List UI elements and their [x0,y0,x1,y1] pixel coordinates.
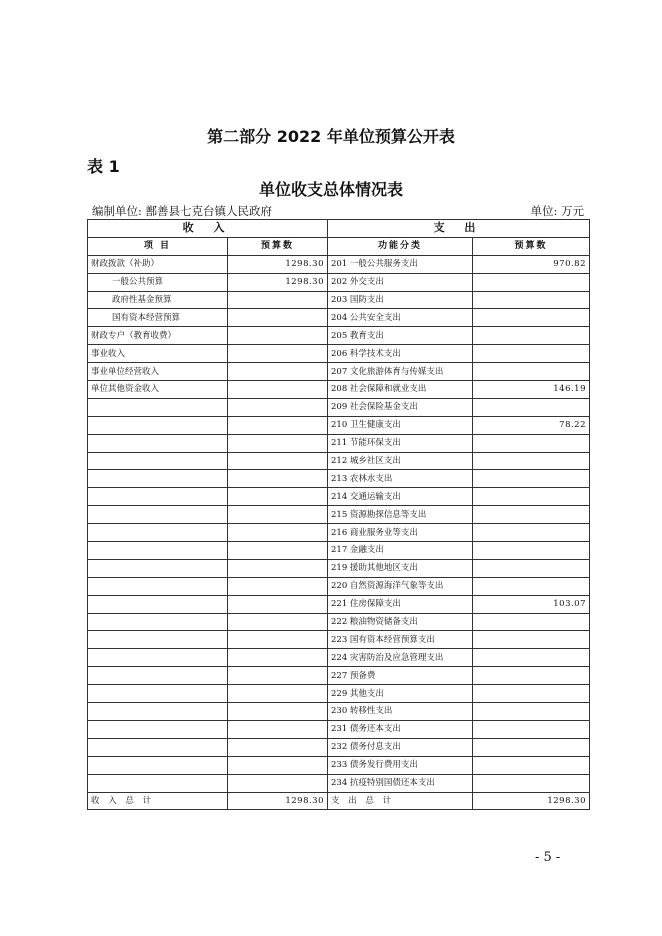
income-item [88,631,228,649]
budget-table [87,219,590,810]
expense-value: 78.22 [473,416,590,434]
expense-value [473,542,590,560]
expense-function: 232 债务付息支出 [328,738,473,756]
table-row [88,309,590,327]
income-item [88,613,228,631]
income-item [88,756,228,774]
income-item [88,720,228,738]
expense-function: 221 住房保障支出 [328,595,473,613]
income-item [88,524,228,542]
income-value [228,774,328,792]
income-item [88,774,228,792]
table-row [88,363,590,381]
income-item [88,649,228,667]
table-title: 单位收支总体情况表 [258,180,403,199]
expense-function: 201 一般公共服务支出 [328,255,473,273]
income-value [228,291,328,309]
column-header-budget-expense: 预算数 [473,237,590,255]
income-value [228,595,328,613]
expense-function: 209 社会保险基金支出 [328,398,473,416]
expense-value [473,613,590,631]
expense-function: 205 教育支出 [328,327,473,345]
table-row [88,470,590,488]
expense-function: 207 文化旅游体育与传媒支出 [328,363,473,381]
table-row [88,738,590,756]
table-row [88,595,590,613]
income-value [228,363,328,381]
table-row [88,416,590,434]
expense-function: 204 公共安全支出 [328,309,473,327]
expense-function: 231 债务还本支出 [328,720,473,738]
income-value [228,488,328,506]
expense-function: 224 灾害防治及应急管理支出 [328,649,473,667]
page-number: - 5 - [535,850,561,865]
table-row [88,273,590,291]
expense-function: 223 国有资本经营预算支出 [328,631,473,649]
income-value [228,327,328,345]
income-value [228,309,328,327]
income-value [228,703,328,721]
income-item: 政府性基金预算 [88,291,228,309]
table-row [88,398,590,416]
expense-value [473,470,590,488]
expense-value [473,738,590,756]
table-row [88,631,590,649]
expense-function: 210 卫生健康支出 [328,416,473,434]
income-item [88,434,228,452]
income-value [228,345,328,363]
income-value [228,756,328,774]
income-item [88,667,228,685]
income-item [88,488,228,506]
column-header-function: 功能分类 [328,237,473,255]
expense-function: 217 金融支出 [328,542,473,560]
expense-value [473,506,590,524]
expense-value [473,363,590,381]
expense-value [473,273,590,291]
table-row [88,720,590,738]
income-value [228,381,328,399]
table-row [88,685,590,703]
income-item [88,577,228,595]
expense-value [473,309,590,327]
income-item [88,506,228,524]
income-item: 事业单位经营收入 [88,363,228,381]
expense-function: 233 债务发行费用支出 [328,756,473,774]
expense-value [473,631,590,649]
expense-function: 211 节能环保支出 [328,434,473,452]
income-value [228,452,328,470]
income-value [228,506,328,524]
expense-section-header: 支 出 [328,220,590,238]
expense-value [473,327,590,345]
income-value: 1298.30 [228,273,328,291]
expense-function: 219 援助其他地区支出 [328,559,473,577]
income-item: 国有资本经营预算 [88,309,228,327]
income-value [228,559,328,577]
income-value [228,685,328,703]
compiler-label: 编制单位: 鄯善县七克台镇人民政府 [92,204,273,218]
expense-function: 202 外交支出 [328,273,473,291]
income-value [228,631,328,649]
table-number: 表 1 [87,157,120,176]
expense-function: 216 商业服务业等支出 [328,524,473,542]
expense-function: 220 自然资源海洋气象等支出 [328,577,473,595]
income-item: 一般公共预算 [88,273,228,291]
expense-value [473,559,590,577]
income-value [228,738,328,756]
expense-function: 229 其他支出 [328,685,473,703]
income-total-label: 收 入 总 计 [88,792,228,810]
income-item: 事业收入 [88,345,228,363]
table-row [88,542,590,560]
income-item [88,595,228,613]
expense-value [473,703,590,721]
expense-value [473,774,590,792]
table-row [88,434,590,452]
table-row [88,327,590,345]
expense-value [473,649,590,667]
expense-function: 215 资源勘探信息等支出 [328,506,473,524]
table-row [88,255,590,273]
table-row [88,756,590,774]
column-header-item: 项 目 [88,237,228,255]
expense-value [473,756,590,774]
expense-total-label: 支 出 总 计 [328,792,473,810]
table-row [88,506,590,524]
expense-value [473,345,590,363]
expense-function: 214 交通运输支出 [328,488,473,506]
table-row [88,613,590,631]
income-value [228,720,328,738]
expense-function: 213 农林水支出 [328,470,473,488]
expense-value [473,488,590,506]
unit-label: 单位: 万元 [530,204,584,218]
table-row [88,452,590,470]
income-value: 1298.30 [228,255,328,273]
income-item: 单位其他资金收入 [88,381,228,399]
part-title: 第二部分 2022 年单位预算公开表 [207,127,455,146]
income-item: 财政专户（教育收费） [88,327,228,345]
expense-function: 206 科学技术支出 [328,345,473,363]
expense-value [473,667,590,685]
table-meta [92,203,584,218]
column-header-budget: 预算数 [228,237,328,255]
income-item [88,559,228,577]
income-item [88,416,228,434]
expense-value [473,452,590,470]
table-row [88,559,590,577]
income-item [88,470,228,488]
expense-function: 222 粮油物资储备支出 [328,613,473,631]
income-value [228,470,328,488]
expense-value: 146.19 [473,381,590,399]
expense-function: 227 预备费 [328,667,473,685]
expense-function: 230 转移性支出 [328,703,473,721]
expense-value [473,291,590,309]
expense-value: 970.82 [473,255,590,273]
income-item [88,685,228,703]
expense-function: 203 国防支出 [328,291,473,309]
income-item: 财政拨款（补助） [88,255,228,273]
expense-value [473,720,590,738]
expense-total-value: 1298.30 [473,792,590,810]
expense-value: 103.07 [473,595,590,613]
table-row [88,345,590,363]
table-row [88,524,590,542]
expense-value [473,398,590,416]
income-value [228,542,328,560]
income-value [228,416,328,434]
income-section-header: 收 入 [88,220,328,238]
expense-function: 234 抗疫特别国债还本支出 [328,774,473,792]
income-item [88,452,228,470]
table-row [88,649,590,667]
income-value [228,667,328,685]
totals-row [88,792,590,810]
expense-function: 212 城乡社区支出 [328,452,473,470]
income-value [228,398,328,416]
table-row [88,488,590,506]
expense-value [473,577,590,595]
income-item [88,542,228,560]
expense-value [473,685,590,703]
expense-value [473,434,590,452]
table-row [88,703,590,721]
income-value [228,434,328,452]
table-row [88,381,590,399]
income-item [88,738,228,756]
expense-value [473,524,590,542]
income-item [88,703,228,721]
income-total-value: 1298.30 [228,792,328,810]
table-row [88,577,590,595]
table-row [88,667,590,685]
income-value [228,613,328,631]
income-value [228,524,328,542]
table-row [88,291,590,309]
table-row [88,774,590,792]
income-item [88,398,228,416]
income-value [228,577,328,595]
income-value [228,649,328,667]
expense-function: 208 社会保障和就业支出 [328,381,473,399]
